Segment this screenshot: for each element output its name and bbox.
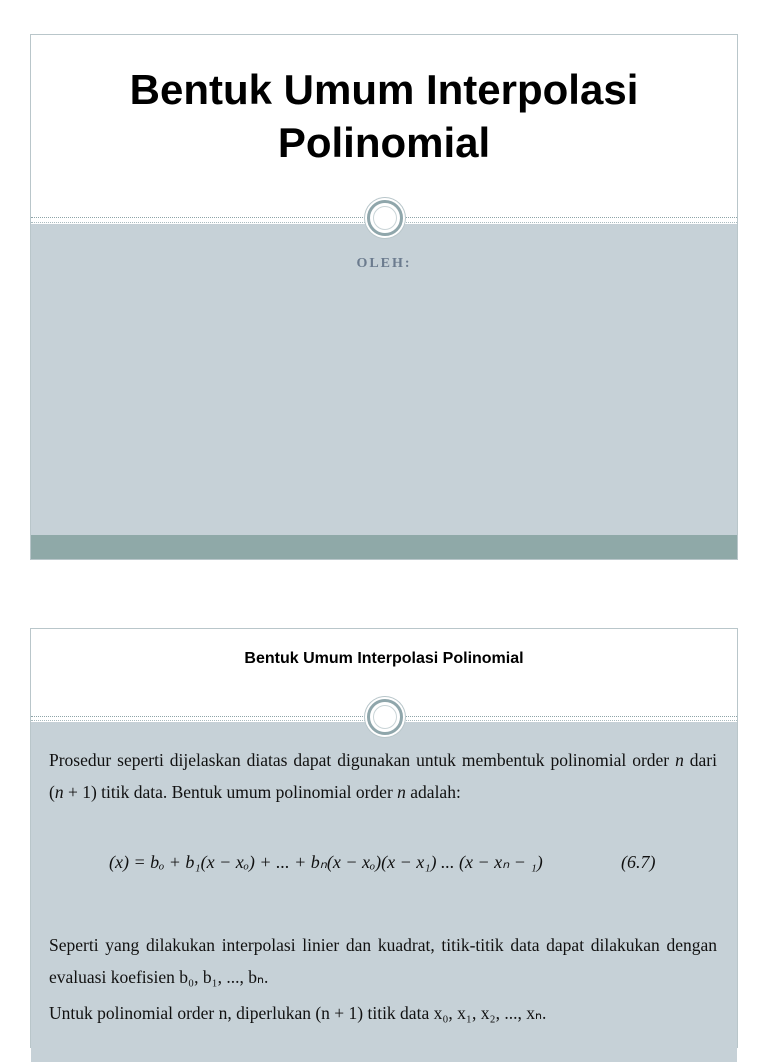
ring-ornament-icon [367, 200, 403, 236]
data-points-paragraph: Untuk polinomial order n, diperlukan (n + 1) titik data x₀, x₁, x₂, ..., xₙ. [49, 1003, 547, 1023]
ring-ornament-icon [367, 699, 403, 735]
author-label: OLEH: [356, 256, 412, 271]
title-slide [30, 34, 738, 560]
slide-title: Bentuk Umum Interpolasi Polinomial [129, 66, 639, 166]
footer-band [31, 535, 737, 559]
slide-title-area [31, 35, 737, 217]
coefficient-paragraph: Seperti yang dilakukan interpolasi linier dan kuadrat, titik-titik data dapat dilakukan dengan evaluasi koefisien b₀, b₁, ..., bₙ. [49, 935, 717, 987]
slide-body [31, 224, 737, 535]
content-slide [30, 628, 738, 1048]
polynomial-equation: (x) = bₒ + b₁(x − xₒ) + ... + bₙ(x − xₒ)(x − x₁) ... (x − xₙ − ₁) [109, 852, 543, 872]
intro-paragraph: Prosedur seperti dijelaskan diatas dapat digunakan untuk membentuk polinomial order n dari (n + 1) titik data. Bentuk umum polinomial order n adalah: [49, 750, 717, 802]
equation-number: (6.7) [621, 852, 656, 872]
slide-title: Bentuk Umum Interpolasi Polinomial [244, 650, 524, 667]
